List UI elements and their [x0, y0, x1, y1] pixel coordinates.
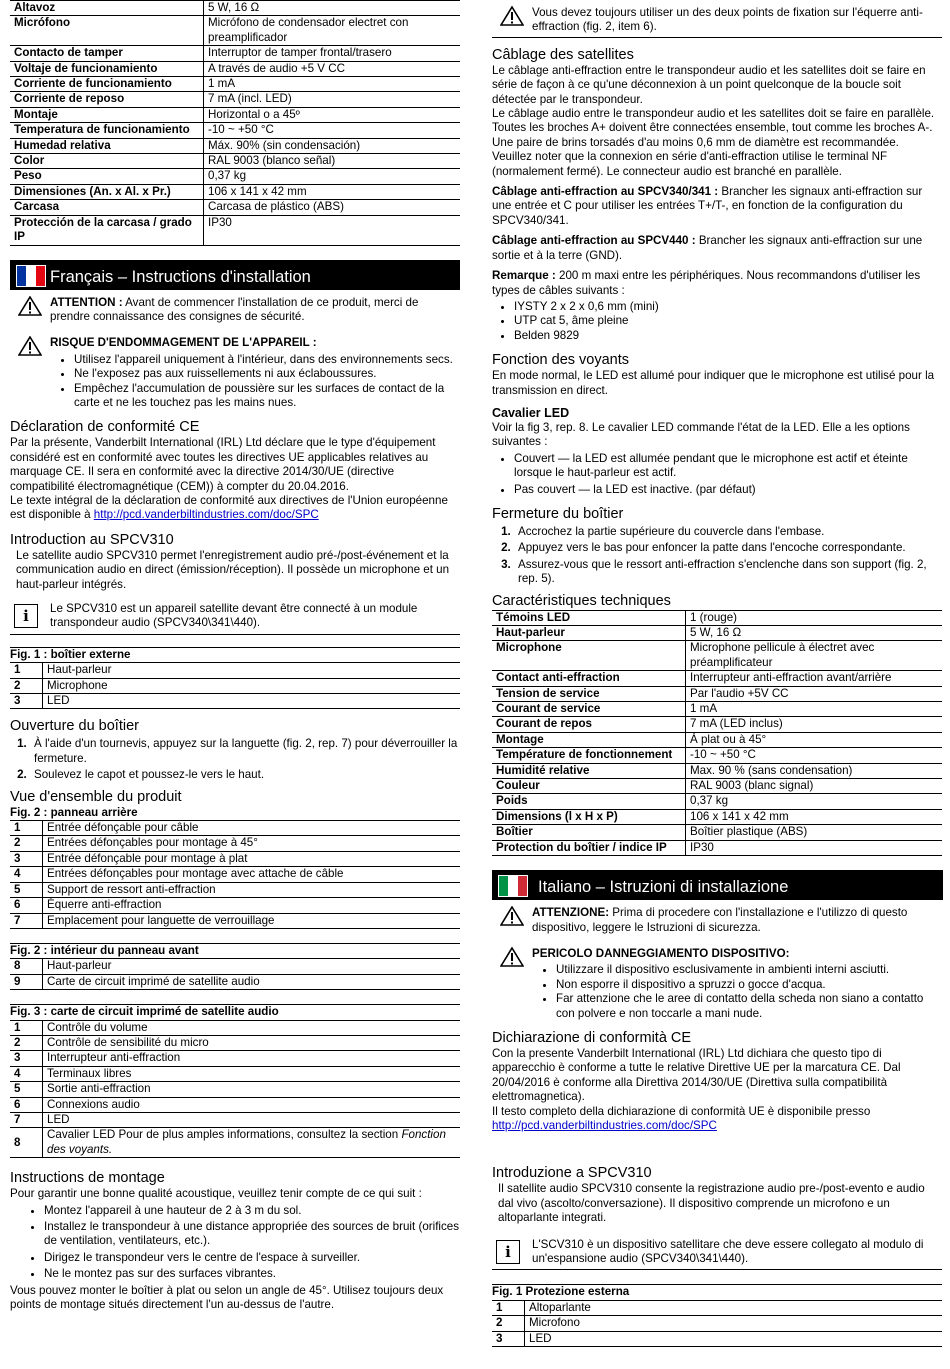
wiring-p3: Veuillez noter que la connexion en série d'anti-effraction utilise le terminal NF (normalement fermé). Le connecteur audio est branché en parallèle. [492, 150, 888, 178]
row-text [43, 1128, 461, 1157]
row-number: 2 [10, 1035, 43, 1050]
table-row [10, 694, 460, 709]
row-text: Terminaux libres [43, 1066, 461, 1081]
table-row [492, 1331, 942, 1346]
wiring-340 [492, 185, 942, 228]
warning-icon [18, 296, 42, 316]
led-title: Fonction des voyants [492, 352, 630, 369]
list-item: • Dirigez le transpondeur vers le centre de l'espace à surveiller. [44, 1251, 460, 1265]
table-row [10, 898, 460, 913]
wiring-440-label: Câblage anti-effraction au SPCV440 : [492, 234, 696, 248]
spec-key: Temperatura de funcionamiento [10, 123, 204, 138]
it-ce-text: Con la presente Vanderbilt International (IRL) Ltd dichiara che questo tipo di apparecchio è conforme a tutte le relative Direttive UE per la marcatura CE. Dal 20/04/2016 è conforme alla Direttiva 2014/30/UE (Direttiva sulla compatibilità elettromagnetica). [492, 1046, 901, 1104]
row-number: 6 [10, 898, 43, 913]
french-section-title: Français – Instructions d'installation [50, 267, 311, 286]
spec-row [492, 794, 942, 809]
row-text: Haut-parleur [43, 663, 461, 678]
spec-value: A través de audio +5 V CC [204, 61, 461, 76]
list-item: • Utilizzare il dispositivo esclusivamente in ambienti interni asciutti. [556, 963, 942, 977]
spec-row [10, 77, 460, 92]
table-row [10, 1112, 460, 1127]
spec-key: Microphone [492, 641, 686, 671]
row-number: 8 [10, 1128, 43, 1157]
intro-note [10, 602, 460, 635]
spec-row [492, 825, 942, 840]
spec-row [10, 200, 460, 215]
spec-value: 0,37 kg [686, 794, 943, 809]
spec-row [492, 671, 942, 686]
spec-key: Peso [10, 169, 204, 184]
spec-value: IP30 [686, 840, 943, 855]
it-intro-note-text: L'SCV310 è un dispositivo satellitare che deve essere collegato al modulo di un'espansione audio (SPCV340\341\440). [532, 1237, 924, 1265]
list-item: 1. Accrochez la partie supérieure du couvercle dans l'embase. [514, 525, 942, 539]
spec-key: Montaje [10, 107, 204, 122]
list-item: • Couvert — la LED est allumée pendant que le microphone est actif et éteinte lorsque le haut-parleur est actif. [514, 452, 942, 481]
row-number: 7 [10, 913, 43, 928]
ce-link[interactable]: http://pcd.vanderbiltindustries.com/doc/SPC [93, 508, 319, 522]
spec-value: Par l'audio +5V CC [686, 686, 943, 701]
fig2a-caption: Fig. 2 : panneau arrière [10, 806, 460, 821]
list-item: • Far attenzione che le aree di contatto della scheda non siano a contatto con polvere e non toccarle a mani nude. [556, 992, 942, 1021]
it-attention-text: Prima di procedere con l'installazione e l'utilizzo di questo dispositivo, leggere le Istruzioni di sicurezza. [532, 906, 908, 934]
it-intro-note [492, 1238, 942, 1271]
row-text-b: Fonction des voyants. [47, 1128, 446, 1156]
it-attention-warning [492, 906, 942, 935]
jumper-text: Voir la fig 3, rep. 8. Le cavalier LED commande l'état de la LED. Elle a les options suivantes : [492, 420, 910, 449]
french-flag-icon [16, 265, 46, 287]
list-item: 1. À l'aide d'un tournevis, appuyez sur la languette (fig. 2, rep. 7) pour déverrouiller la fermeture. [30, 737, 460, 766]
ce-text-2 [10, 494, 460, 523]
row-text: Microfono [525, 1316, 943, 1331]
list-item: • Belden 9829 [514, 329, 942, 343]
it-attention-label: ATTENZIONE: [532, 906, 610, 920]
table-row [10, 678, 460, 693]
spec-row [492, 686, 942, 701]
spec-row [492, 626, 942, 641]
row-text: LED [43, 694, 461, 709]
row-text: Contrôle de sensibilité du micro [43, 1035, 461, 1050]
table-row [10, 974, 460, 989]
spec-row [492, 641, 942, 671]
spec-key: Courant de service [492, 702, 686, 717]
row-text: Haut-parleur [43, 959, 461, 974]
spec-value: 1 mA [686, 702, 943, 717]
spec-value: 0,37 kg [204, 169, 461, 184]
row-text: Carte de circuit imprimé de satellite audio [43, 974, 461, 989]
spec-key: Témoins LED [492, 610, 686, 625]
row-text-a: Cavalier LED Pour de plus amples informations, consultez la section [47, 1128, 402, 1142]
row-number: 1 [10, 663, 43, 678]
spec-key: Montage [492, 732, 686, 747]
mount-outro: Vous pouvez monter le boîtier à plat ou selon un angle de 45°. Utilisez toujours deux points de montage situés directement l'un au-dessus de l'autre. [10, 1283, 444, 1312]
it-intro-text: Il satellite audio SPCV310 consente la registrazione audio pre-/post-evento e audio dal vivo (ascolto/conversazione). Il dispositivo comprende un microfono e un altoparlante integrati. [498, 1182, 925, 1225]
warning-icon [18, 336, 42, 356]
row-text: LED [525, 1331, 943, 1346]
row-number: 2 [492, 1316, 525, 1331]
spec-value: 106 x 141 x 42 mm [204, 184, 461, 199]
fig1-table [10, 647, 460, 710]
spec-row [10, 123, 460, 138]
list-item: • IYSTY 2 x 2 x 0,6 mm (mini) [514, 300, 942, 314]
wiring-440-text: Brancher les signaux anti-effraction sur une sortie et à la terre (GND). [492, 234, 923, 262]
spec-key: Couleur [492, 779, 686, 794]
fig3-table [10, 1004, 460, 1158]
spec-key: Tension de service [492, 686, 686, 701]
spec-value: Microphone pellicule à électret avec préamplificateur [686, 641, 943, 671]
spec-value: Boîtier plastique (ABS) [686, 825, 943, 840]
list-item: 2. Appuyez vers le bas pour enfoncer la patte dans l'encoche correspondante. [514, 541, 942, 555]
row-number: 7 [10, 1112, 43, 1127]
table-row [10, 882, 460, 897]
row-text: Sortie anti-effraction [43, 1082, 461, 1097]
spec-row [492, 702, 942, 717]
italian-flag-icon [498, 875, 528, 897]
spec-value: Máx. 90% (sin condensación) [204, 138, 461, 153]
italian-section-header [492, 870, 943, 900]
table-row [10, 1051, 460, 1066]
warning-icon [500, 906, 524, 926]
cable-list [492, 300, 942, 343]
row-number: 9 [10, 974, 43, 989]
row-number: 4 [10, 867, 43, 882]
table-row [10, 1035, 460, 1050]
wiring-title: Câblage des satellites [492, 46, 634, 63]
wiring-440 [492, 234, 942, 263]
it-fig1-caption: Fig. 1 Protezione esterna [492, 1284, 942, 1300]
attention-warning [10, 296, 460, 325]
row-text: Entrée défonçable pour câble [43, 821, 461, 836]
table-row [10, 663, 460, 678]
table-row [10, 1082, 460, 1097]
row-number: 1 [10, 1021, 43, 1036]
info-icon: i [14, 604, 38, 628]
close-steps [492, 525, 942, 587]
spec-row [10, 169, 460, 184]
spec-key: Protección de la carcasa / grado IP [10, 215, 204, 245]
list-item: • Ne l'exposez pas aux ruissellements ni aux éclaboussures. [74, 367, 460, 381]
row-text: LED [43, 1112, 461, 1127]
table-row [10, 851, 460, 866]
fig2b-caption: Fig. 2 : intérieur du panneau avant [10, 943, 460, 959]
italian-section-title: Italiano – Istruzioni di installazione [538, 878, 789, 897]
spec-key: Carcasa [10, 200, 204, 215]
mount-title: Instructions de montage [10, 1170, 165, 1187]
remark [492, 269, 942, 298]
spec-key: Dimensions (l x H x P) [492, 809, 686, 824]
spec-value: -10 ~ +50 °C [204, 123, 461, 138]
spec-row [10, 215, 460, 245]
row-number: 5 [10, 882, 43, 897]
spec-row [492, 610, 942, 625]
list-item: • Pas couvert — la LED est inactive. (par défaut) [514, 483, 942, 497]
spec-row [10, 107, 460, 122]
spec-value: RAL 9003 (blanco señal) [204, 154, 461, 169]
fig1-caption: Fig. 1 : boîtier externe [10, 647, 460, 663]
it-ce-link-line [492, 1119, 942, 1133]
warning-icon [500, 6, 524, 26]
row-text: Entrées défonçables pour montage avec attache de câble [43, 867, 461, 882]
spec-value: Interruptor de tamper frontal/trasero [204, 46, 461, 61]
row-text: Microphone [43, 678, 461, 693]
spanish-spec-table [10, 0, 460, 246]
left-column [10, 0, 460, 1312]
it-risk-list [492, 963, 942, 1021]
spec-row [492, 840, 942, 855]
row-number: 1 [10, 821, 43, 836]
spec-row [10, 184, 460, 199]
spec-value: Micrófono de condensador electret con preamplificador [204, 16, 461, 46]
spec-key: Protection du boîtier / indice IP [492, 840, 686, 855]
row-text: Emplacement pour languette de verrouillage [43, 913, 461, 928]
spec-row [10, 92, 460, 107]
it-intro-title: Introduzione a SPCV310 [492, 1165, 652, 1182]
table-row [10, 913, 460, 928]
mount-list [10, 1204, 460, 1282]
spec-row [492, 732, 942, 747]
spec-row [10, 46, 460, 61]
list-item: • Utilisez l'appareil uniquement à l'intérieur, dans des environnements secs. [74, 353, 460, 367]
it-fig1-table [492, 1284, 942, 1347]
ce-title: Déclaration de conformité CE [10, 419, 200, 436]
row-number: 3 [10, 851, 43, 866]
row-number: 3 [10, 694, 43, 709]
risk-label: RISQUE D'ENDOMMAGEMENT DE L'APPAREIL : [50, 336, 317, 350]
it-ce-link[interactable]: http://pcd.vanderbiltindustries.com/doc/SPC [492, 1118, 717, 1132]
jumper-list [492, 452, 942, 497]
table-row [10, 1128, 460, 1157]
spec-row [492, 779, 942, 794]
fixation-warning [492, 6, 942, 38]
row-number: 4 [10, 1066, 43, 1081]
spec-row [10, 1, 460, 16]
spec-value: IP30 [204, 215, 461, 245]
spec-key: Corriente de funcionamiento [10, 77, 204, 92]
spec-value: 7 mA (LED inclus) [686, 717, 943, 732]
spec-key: Contact anti-effraction [492, 671, 686, 686]
spec-value: Interrupteur anti-effraction avant/arrière [686, 671, 943, 686]
spec-value: Max. 90 % (sans condensation) [686, 763, 943, 778]
info-icon: i [496, 1240, 520, 1264]
row-number: 1 [492, 1301, 525, 1316]
wiring-340-label: Câblage anti-effraction au SPCV340/341 : [492, 185, 719, 199]
spec-key: Humedad relativa [10, 138, 204, 153]
it-ce-text-2: Il testo completo della dichiarazione di conformità UE è disponibile presso [492, 1104, 871, 1118]
fixation-warning-text: Vous devez toujours utiliser un des deux points de fixation sur l'équerre anti-effraction (fig. 2, item 6). [532, 6, 923, 34]
spec-key: Haut-parleur [492, 626, 686, 641]
row-text: Équerre anti-effraction [43, 898, 461, 913]
row-text: Support de ressort anti-effraction [43, 882, 461, 897]
spec-row [492, 748, 942, 763]
table-row [10, 1021, 460, 1036]
list-item: 3. Assurez-vous que le ressort anti-effraction s'enclenche dans son support (fig. 2, rep. 5). [514, 558, 942, 587]
spec-row [492, 809, 942, 824]
spec-key: Color [10, 154, 204, 169]
open-title: Ouverture du boîtier [10, 718, 139, 735]
overview-title: Vue d'ensemble du produit [10, 788, 182, 805]
spec-value: 5 W, 16 Ω [204, 1, 461, 16]
tech-title: Caractéristiques techniques [492, 592, 671, 609]
spec-key: Poids [492, 794, 686, 809]
spec-value: 5 W, 16 Ω [686, 626, 943, 641]
risk-warning [10, 336, 460, 350]
spec-row [10, 61, 460, 76]
it-ce-title: Dichiarazione di conformità CE [492, 1029, 692, 1046]
spec-value: 106 x 141 x 42 mm [686, 809, 943, 824]
risk-list [10, 353, 460, 411]
spec-value: 1 (rouge) [686, 610, 943, 625]
spec-key: Boîtier [492, 825, 686, 840]
row-text: Contrôle du volume [43, 1021, 461, 1036]
jumper-title: Cavalier LED [492, 405, 570, 420]
row-text: Connexions audio [43, 1097, 461, 1112]
row-number: 2 [10, 678, 43, 693]
intro-title: Introduction au SPCV310 [10, 531, 174, 548]
table-row [10, 821, 460, 836]
intro-text: Le satellite audio SPCV310 permet l'enregistrement audio pré-/post-événement et la communication audio en direct (émission/réception). Il possède un microphone et un haut-parleur intégrés. [16, 548, 450, 591]
table-row [10, 959, 460, 974]
list-item: • Empêchez l'accumulation de poussière sur les surfaces de contact de la carte et ne les touchez pas les mains nues. [74, 382, 460, 411]
spec-key: Dimensiones (An. x Al. x Pr.) [10, 184, 204, 199]
spec-value: Carcasa de plástico (ABS) [204, 200, 461, 215]
attention-text: Avant de commencer l'installation de ce produit, merci de prendre connaissance des consignes de sécurité. [50, 295, 419, 323]
remark-text: 200 m maxi entre les périphériques. Nous recommandons d'utiliser les types de câbles suivants : [492, 269, 921, 297]
open-steps [10, 737, 460, 782]
spec-row [492, 763, 942, 778]
ce-text: Par la présente, Vanderbilt International (IRL) Ltd déclare que le type d'équipement considéré est en conformité avec toutes les directives UE applicables relatives au marquage CE. Il sera en conformité avec la directive 2014/30/UE (directive compatibilité électromagnétique (CEM)) à compter du 20.04.2016. [10, 436, 436, 493]
ce-text-2-body: Le texte intégral de la déclaration de conformité aux directives de l'Union européenne est disponible à [10, 493, 448, 522]
remark-label: Remarque : [492, 269, 556, 283]
table-row [10, 867, 460, 882]
row-number: 8 [10, 959, 43, 974]
row-number: 5 [10, 1082, 43, 1097]
spec-value: 7 mA (incl. LED) [204, 92, 461, 107]
close-title: Fermeture du boîtier [492, 505, 624, 522]
table-row [10, 1066, 460, 1081]
list-item: • Ne le montez pas sur des surfaces vibrantes. [44, 1267, 460, 1281]
fig2a-table [10, 806, 460, 929]
spec-key: Corriente de reposo [10, 92, 204, 107]
spec-row [10, 138, 460, 153]
spec-key: Humidité relative [492, 763, 686, 778]
table-row [10, 1097, 460, 1112]
intro-note-text: Le SPCV310 est un appareil satellite devant être connecté à un module transpondeur audio (SPCV340\341\440). [50, 602, 418, 630]
wiring-340-text: Brancher les signaux anti-effraction sur une entrée et C pour utiliser les entrées T+/T-, en fonction de la configuration du SPCV340/341. [492, 185, 923, 227]
row-number: 3 [492, 1331, 525, 1346]
spec-key: Micrófono [10, 16, 204, 46]
row-text: Entrée défonçable pour montage à plat [43, 851, 461, 866]
wiring-p1: Le câblage anti-effraction entre le transpondeur audio et les satellites doit se faire en série de façon à ce qu'une déconnexion à un point quelconque de la boucle soit détectée par le transpondeur. [492, 63, 926, 106]
list-item: • Installez le transpondeur à une distance appropriée des sources de bruit (orifices de ventilation, ventilateurs, etc.). [44, 1220, 460, 1249]
row-text: Entrées défonçables pour montage à 45° [43, 836, 461, 851]
led-text: En mode normal, le LED est allumé pour indiquer que le microphone est utilisé pour la transmission en direct. [492, 369, 935, 397]
table-row [10, 836, 460, 851]
spec-value: -10 ~ +50 °C [686, 748, 943, 763]
spec-key: Altavoz [10, 1, 204, 16]
spec-value: RAL 9003 (blanc signal) [686, 779, 943, 794]
wiring-p2: Le câblage audio entre le transpondeur audio et les satellites doit se faire en parallèle. Toutes les broches A+ doivent être connectées ensemble, tout comme les broches A-. Une paire de brins torsadés d'au moins 0,6 mm de diamètre est recommandée. [492, 107, 935, 149]
it-risk-warning [492, 947, 942, 961]
french-section-header [10, 260, 460, 290]
list-item: • Non esporre il dispositivo a spruzzi o gocce d'acqua. [556, 978, 942, 992]
list-item: • Montez l'appareil à une hauteur de 2 à 3 m du sol. [44, 1204, 460, 1218]
mount-intro: Pour garantir une bonne qualité acoustique, veuillez tenir compte de ce qui suit : [10, 1187, 422, 1201]
spec-key: Voltaje de funcionamiento [10, 61, 204, 76]
spec-value: À plat ou à 45° [686, 732, 943, 747]
it-risk-label: PERICOLO DANNEGGIAMENTO DISPOSITIVO: [532, 946, 790, 960]
tech-spec-table [492, 610, 942, 857]
fig2b-table [10, 943, 460, 990]
spec-row [10, 154, 460, 169]
fig3-caption: Fig. 3 : carte de circuit imprimé de satellite audio [10, 1004, 460, 1020]
spec-row [492, 717, 942, 732]
spec-value: Horizontal o a 45º [204, 107, 461, 122]
row-text: Altoparlante [525, 1301, 943, 1316]
spec-key: Contacto de tamper [10, 46, 204, 61]
spec-key: Température de fonctionnement [492, 748, 686, 763]
row-number: 6 [10, 1097, 43, 1112]
row-number: 3 [10, 1051, 43, 1066]
spec-value: 1 mA [204, 77, 461, 92]
warning-icon [500, 947, 524, 967]
spec-key: Courant de repos [492, 717, 686, 732]
table-row [492, 1316, 942, 1331]
attention-label: ATTENTION : [50, 295, 123, 309]
right-column [492, 0, 942, 1347]
row-number: 2 [10, 836, 43, 851]
list-item: 2. Soulevez le capot et poussez-le vers le haut. [30, 768, 460, 782]
row-text: Interrupteur anti-effraction [43, 1051, 461, 1066]
list-item: • UTP cat 5, âme pleine [514, 314, 942, 328]
spec-row [10, 16, 460, 46]
table-row [492, 1301, 942, 1316]
